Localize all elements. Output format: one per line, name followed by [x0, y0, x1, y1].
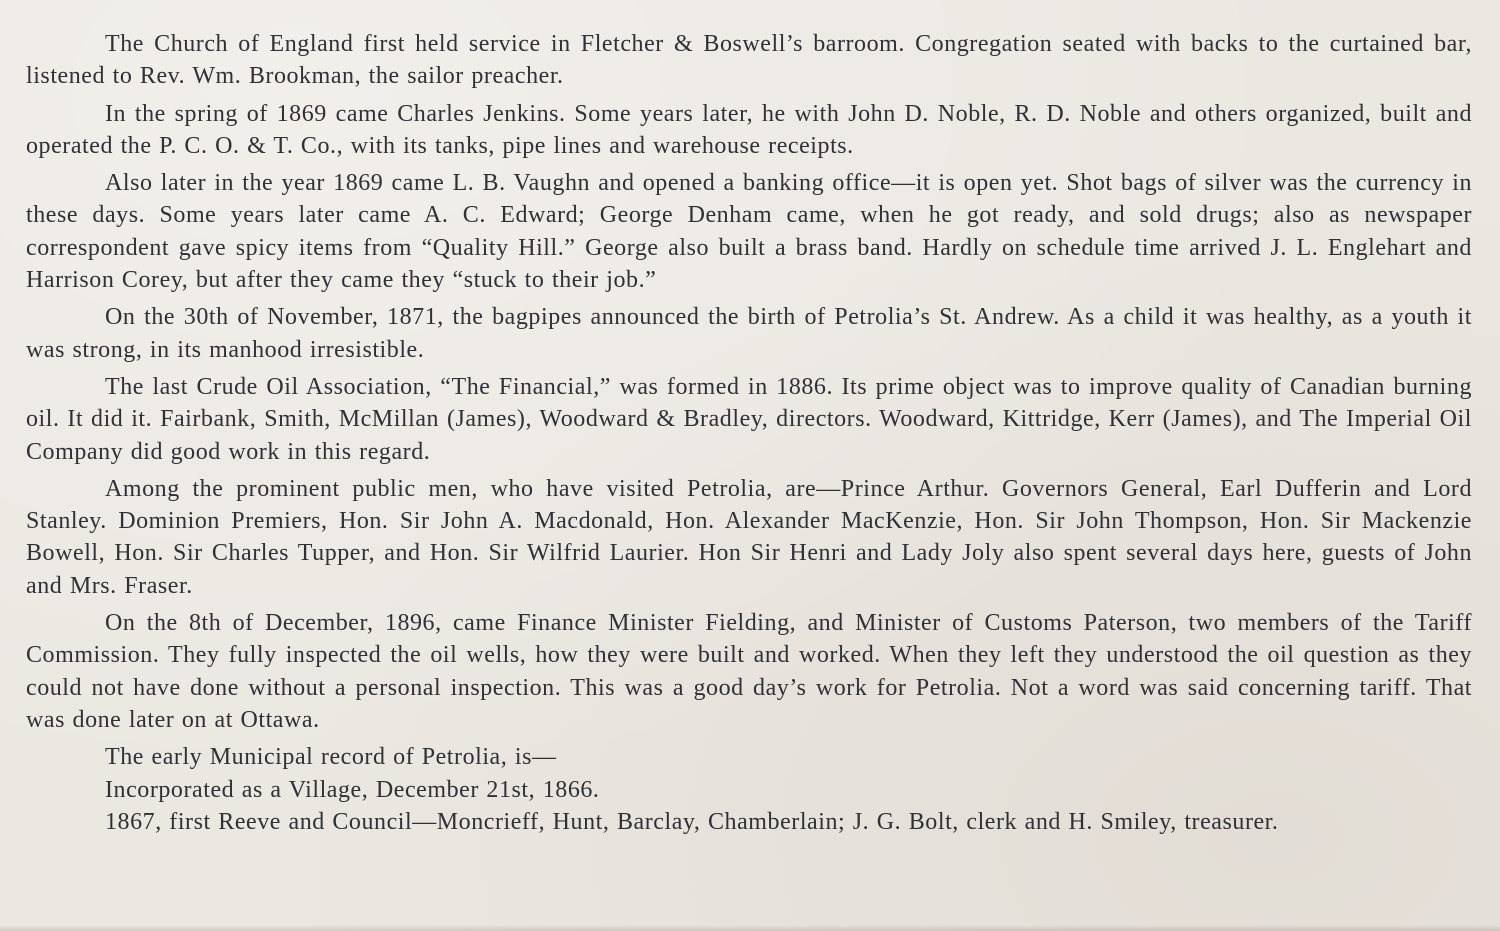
paragraph-st-andrew: On the 30th of November, 1871, the bagpipes announced the birth of Petrolia’s St. Andrew. As a child it was healthy, as a youth it was strong, in its manhood irresistible. — [26, 304, 1472, 363]
paragraph-vaughn-banking: Also later in the year 1869 came L. B. Vaughn and opened a banking office—it is open yet. Shot bags of silver was the currency in these days. Some years later came A. C. Edward; George Denham came, when he got ready, and sold drugs; also as newspaper correspondent gave spicy items from “Quality Hill.” George also built a brass band. Hardly on schedule time arrived J. L. Englehart and Harrison Corey, but after they came they “stuck to their job.” — [26, 170, 1472, 294]
paragraph-tariff-commission: On the 8th of December, 1896, came Finance Minister Fielding, and Minister of Customs Paterson, two members of the Tariff Commission. They fully inspected the oil wells, how they were built and worked. When they left they understood the oil question as they could not have done without a personal inspection. This was a good day’s work for Petrolia. Not a word was said concerning tariff. That was done later on at Ottawa. — [26, 610, 1472, 733]
paragraph-charles-jenkins: In the spring of 1869 came Charles Jenkins. Some years later, he with John D. Noble, R. D. Noble and others organized, built and operated the P. C. O. & T. Co., with its tanks, pipe lines and warehouse receipts. — [26, 100, 1472, 159]
municipal-record-intro: The early Municipal record of Petrolia, is— — [105, 744, 557, 771]
municipal-record — [105, 741, 1472, 838]
paragraph-church-of-england: The Church of England first held service in Fletcher & Boswell’s barroom. Congregation seated with backs to the curtained bar, listened to Rev. Wm. Brookman, the sailor preacher. — [26, 31, 1472, 90]
paragraph-crude-oil-association: The last Crude Oil Association, “The Financial,” was formed in 1886. Its prime object was to improve quality of Canadian burning oil. It did it. Fairbank, Smith, McMillan (James), Woodward & Bradley, directors. Woodward, Kittridge, Kerr (James), and The Imperial Oil Company did good work in this regard. — [26, 373, 1472, 465]
municipal-record-incorporation: Incorporated as a Village, December 21st, 1866. — [105, 776, 600, 803]
municipal-record-first-council: 1867, first Reeve and Council—Moncrieff, Hunt, Barclay, Chamberlain; J. G. Bolt, clerk and H. Smiley, treasurer. — [105, 808, 1279, 835]
paragraph-public-men: Among the prominent public men, who have visited Petrolia, are—Prince Arthur. Governors General, Earl Dufferin and Lord Stanley. Dominion Premiers, Hon. Sir John A. Macdonald, Hon. Alexander MacKenzie, Hon. Sir John Thompson, Hon. Sir Mackenzie Bowell, Hon. Sir Charles Tupper, and Hon. Sir Wilfrid Laurier. Hon Sir Henri and Lady Joly also spent several days here, guests of John and Mrs. Fraser. — [26, 475, 1472, 599]
